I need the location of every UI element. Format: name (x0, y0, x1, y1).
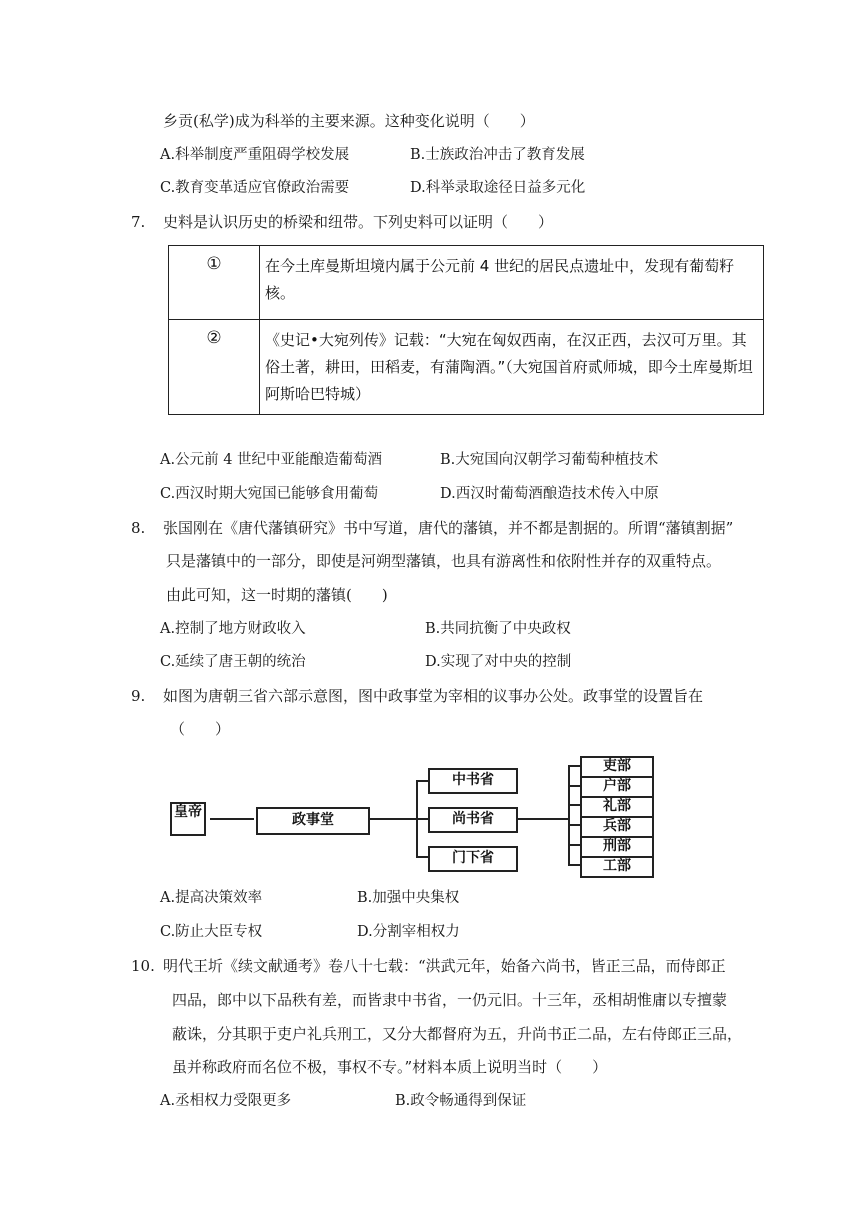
q10-stem-line-1: 明代王圻《续文献通考》卷八十七载：“洪武元年，始备六尚书，皆正三品，而侍郎正 (163, 957, 726, 975)
q6-option-a: A.科举制度严重阻碍学校发展 (160, 147, 350, 163)
province-box-menxia: 门下省 (428, 846, 518, 872)
q6-option-b: B.士族政治冲击了教育发展 (410, 147, 585, 163)
table-cell-number: ② (169, 320, 260, 415)
q10-option-a: A.丞相权力受限更多 (160, 1093, 292, 1109)
q8-option-c: C.延续了唐王朝的统治 (160, 654, 306, 670)
q10-stem-line-3: 蔽诛，分其职于吏户礼兵刑工，又分大都督府为五，升尚书正二品，左右侍郎正三品， (172, 1025, 743, 1043)
table-row (169, 320, 764, 415)
ministry-box: 兵部 (580, 816, 654, 838)
q9-answer-paren: （ ） (170, 720, 231, 738)
table-cell-text: 在今土库曼斯坦境内属于公元前 4 世纪的居民点遗址中，发现有葡萄籽核。 (260, 246, 764, 320)
q9-option-c: C.防止大臣专权 (160, 924, 263, 940)
table-cell-number: ① (169, 246, 260, 320)
q8-option-a: A.控制了地方财政收入 (160, 621, 306, 637)
province-box-zhongshu: 中书省 (428, 768, 518, 794)
q6-stem-tail: 乡贡(私学)成为科举的主要来源。这种变化说明（ ） (163, 112, 535, 130)
q9-option-b: B.加强中央集权 (357, 890, 460, 906)
province-box-shangshu: 尚书省 (428, 807, 518, 833)
q7-option-c: C.西汉时期大宛国已能够食用葡萄 (160, 486, 379, 502)
ministry-box: 工部 (580, 856, 654, 878)
q9-stem: 如图为唐朝三省六部示意图，图中政事堂为宰相的议事办公处。政事堂的设置旨在 (163, 687, 704, 705)
ministry-box: 户部 (580, 776, 654, 798)
ministry-box: 礼部 (580, 796, 654, 818)
q8-number: 8. (131, 519, 146, 537)
q9-option-d: D.分割宰相权力 (357, 924, 460, 940)
q9-number: 9. (131, 687, 146, 705)
q7-source-table (168, 245, 764, 415)
zhengshitang-box: 政事堂 (256, 807, 370, 835)
q8-stem-line-3: 由此可知，这一时期的藩镇( ) (166, 586, 388, 604)
q6-option-d: D.科举录取途径日益多元化 (410, 180, 586, 196)
q7-option-d: D.西汉时葡萄酒酿造技术传入中原 (440, 486, 659, 502)
q8-option-b: B.共同抗衡了中央政权 (425, 621, 571, 637)
q8-option-d: D.实现了对中央的控制 (425, 654, 572, 670)
table-cell-text: 《史记•大宛列传》记载：“大宛在匈奴西南，在汉正西，去汉可万里。其俗土著，耕田，田稻麦，有蒲陶酒。”（大宛国首府贰师城，即今土库曼斯坦阿斯哈巴特城） (260, 320, 764, 415)
ministry-box: 刑部 (580, 836, 654, 858)
q7-option-a: A.公元前 4 世纪中亚能酿造葡萄酒 (160, 452, 383, 468)
q10-stem-line-4: 虽并称政府而名位不极，事权不专。”材料本质上说明当时（ ） (172, 1058, 608, 1076)
q7-option-b: B.大宛国向汉朝学习葡萄种植技术 (440, 452, 659, 468)
q8-stem-line-1: 张国刚在《唐代藩镇研究》书中写道，唐代的藩镇，并不都是割据的。所谓“藩镇割据” (163, 519, 734, 537)
q10-stem-line-2: 四品，郎中以下品秩有差，而皆隶中书省，一仍元旧。十三年，丞相胡惟庸以专擅蒙 (172, 991, 728, 1009)
q6-option-c: C.教育变革适应官僚政治需要 (160, 180, 350, 196)
table-row (169, 246, 764, 320)
q9-option-a: A.提高决策效率 (160, 890, 263, 906)
q7-stem: 史料是认识历史的桥梁和纽带。下列史料可以证明（ ） (163, 213, 554, 231)
q8-stem-line-2: 只是藩镇中的一部分，即使是河朔型藩镇，也具有游离性和依附性并存的双重特点。 (166, 552, 722, 570)
ministry-box: 吏部 (580, 756, 654, 778)
q10-option-b: B.政令畅通得到保证 (395, 1093, 527, 1109)
q10-number: 10. (131, 957, 155, 975)
q7-number: 7. (131, 213, 146, 231)
emperor-box: 皇帝 (170, 802, 206, 836)
